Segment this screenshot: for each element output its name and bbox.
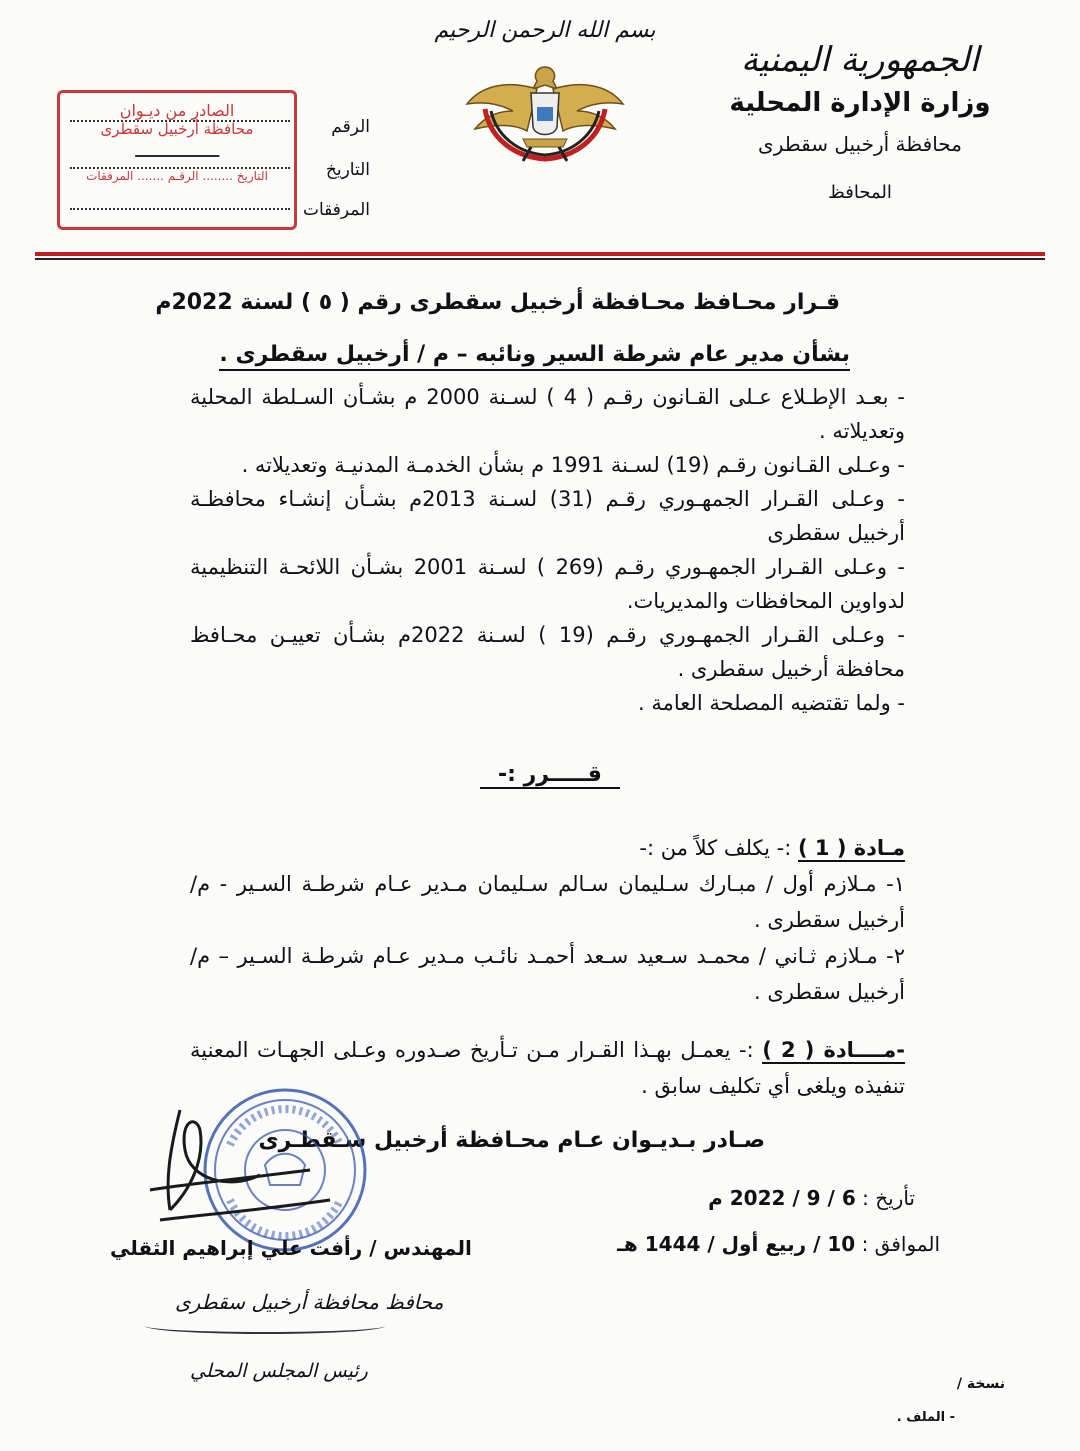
signature-underline (145, 1318, 385, 1334)
date-gregorian (708, 1186, 915, 1210)
ref-date-label: التاريخ (325, 160, 370, 180)
office-stamp: الصادر من ديـوان محافظة أرخبيل سقطرى ـــــــــــــ التاريخ ........ الرقـم ....... المرفقات (57, 90, 297, 230)
stamp-attachments-label: المرفقات (86, 169, 134, 183)
letterhead-right (710, 40, 1010, 203)
date-gregorian-value: 6 / 9 / 2022 م (708, 1186, 856, 1210)
article-1 (190, 830, 905, 1010)
copy-to: نسخة / (956, 1376, 1005, 1392)
office-name: المحافظ (828, 182, 892, 203)
stamp-line2: محافظة أرخبيل سقطرى (100, 120, 254, 138)
signatory-name: المهندس / رأفت علي إبراهيم الثقلي (110, 1236, 472, 1260)
date-gregorian-label: تأريخ : (862, 1186, 915, 1210)
date-hijri (617, 1232, 940, 1256)
republic-name: الجمهورية اليمنية (740, 40, 980, 80)
stamp-number-label: الرقـم (167, 169, 199, 183)
header-red-rule (35, 252, 1045, 256)
decree-subject: بشأن مدير عام شرطة السير ونائبه – م / أرخبيل سقطرى . (219, 342, 850, 371)
clause-2: - وعـلى القـانون رقـم (19) لسـنة 1991 م بشأن الخدمـة المدنيـة وتعديلاته . (241, 453, 905, 477)
ministry-name: وزارة الإدارة المحلية (729, 88, 991, 118)
signature-icon (110, 1090, 340, 1240)
yemen-eagle-emblem-icon (445, 49, 645, 169)
decree-title: قـرار محـافظ محـافظة أرخبيل سقطرى رقم ( ٥ ) لسنة 2022م (155, 290, 840, 315)
decided-heading: قـــــرر :- (480, 762, 620, 789)
stamp-handwriting: ـــــــــــــ (135, 138, 219, 163)
clause-3: - وعـلى القـرار الجمهـوري رقـم (31) لسـنة 2013م بشـأن إنشـاء محافظـة أرخبيل سقطرى (190, 487, 905, 545)
article-2-text: :- يعمـل بهـذا القـرار مـن تـأريخ صـدوره وعـلى الجهـات المعنية تنفيذه ويلغى أي تكليف سابق . (190, 1038, 905, 1098)
clause-6: - ولما تقتضيه المصلحة العامة . (638, 691, 905, 715)
signatory-title: محافظ محافظة أرخبيل سقطرى (175, 1290, 444, 1314)
article-2-label: -مــــادة ( 2 ) (762, 1038, 905, 1062)
article-1-item-2: ٢- مـلازم ثـاني / محمـد سـعيد سـعد أحمـد نائـب مـدير عـام شرطـة السـير – م/ أرخبيل سقطرى . (190, 944, 905, 1004)
stamp-date-label: التاريخ (236, 169, 268, 183)
preamble-clauses (190, 380, 905, 720)
stamp-line1: الصادر من ديـوان (119, 101, 235, 120)
letterhead-center (430, 18, 660, 173)
article-1-label: مـادة ( 1 ) (797, 836, 905, 860)
issued-line: صـادر بـديـوان عـام محـافظة أرخبيل سـقطـرى (258, 1128, 765, 1153)
file-note: - الملف . (896, 1410, 955, 1425)
article-1-item-1: ١- مـلازم أول / مبـارك سـليمان سـالم سـليمان مـدير عـام شرطـة السـير - م/ أرخبيل سقطرى . (190, 872, 905, 932)
governorate-name: محافظة أرخبيل سقطرى (758, 132, 962, 156)
signatory-subtitle: رئيس المجلس المحلي (190, 1360, 368, 1382)
clause-5: - وعـلى القـرار الجمهـوري رقـم (19 ) لسـنة 2022م بشـأن تعييـن محـافظ محافظة أرخبيل سقطرى . (190, 623, 905, 681)
date-hijri-value: 10 / ربيع أول / 1444 هـ (617, 1232, 856, 1256)
ref-attachments-label: المرفقات (302, 200, 370, 220)
ref-number-label: الرقم (331, 117, 370, 137)
date-hijri-label: الموافق : (861, 1232, 940, 1256)
header-black-rule (35, 258, 1045, 260)
basmala: بسم الله الرحمن الرحيم (434, 18, 656, 43)
clause-1: - بعـد الإطـلاع عـلى القـانون رقـم ( 4 ) لسـنة 2000 م بشـأن السـلطة المحلية وتعديلاته . (190, 385, 905, 443)
article-1-intro: :- يكلف كلاً من :- (639, 836, 792, 860)
clause-4: - وعـلى القـرار الجمهـوري رقـم (269 ) لسـنة 2001 بشـأن اللائحـة التنظيمية لدواوين المحافظات والمديريات. (190, 555, 906, 613)
